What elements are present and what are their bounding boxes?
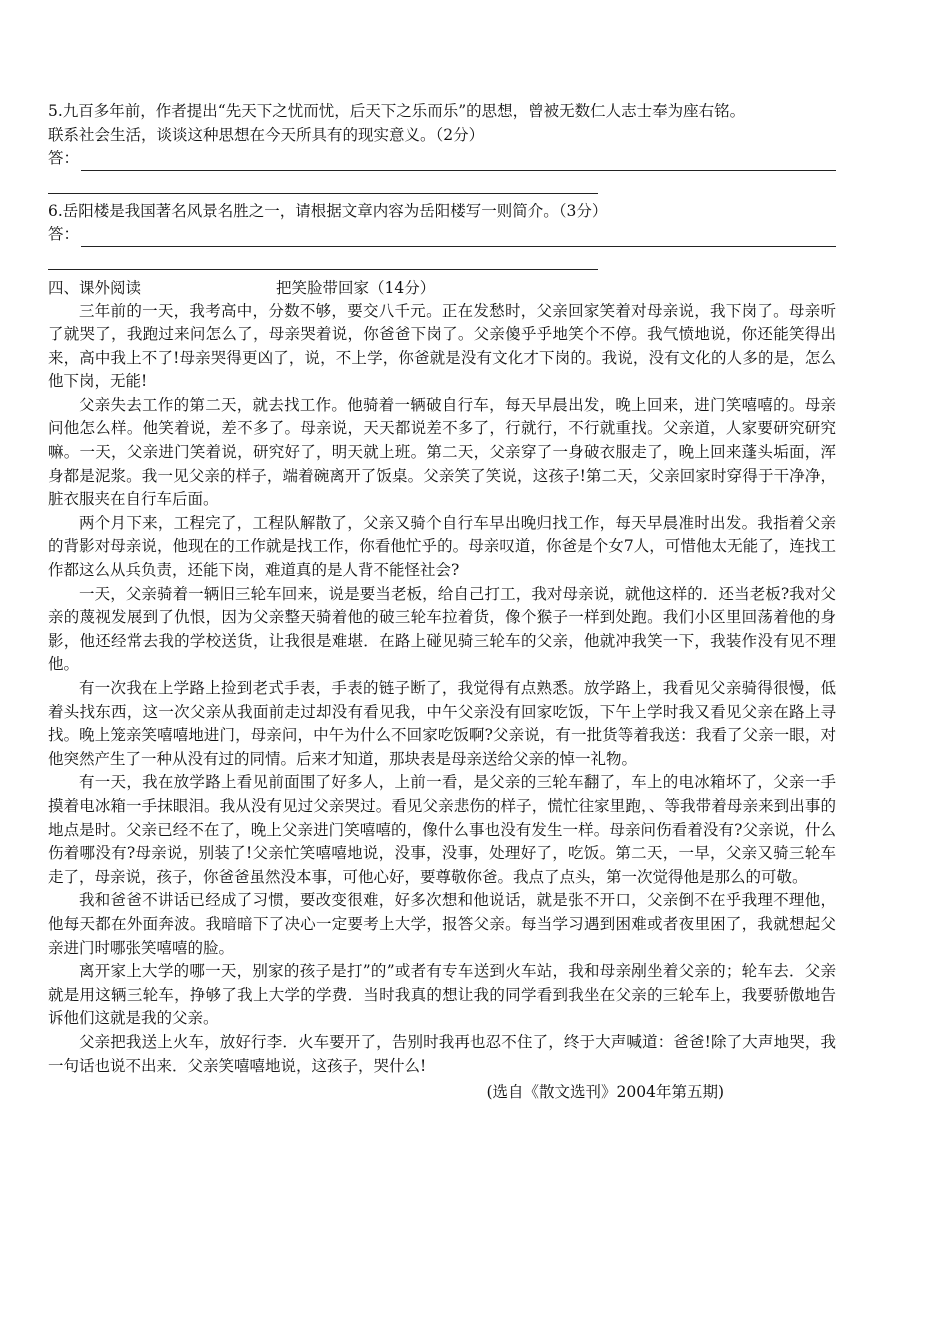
section-4-heading: 四、课外阅读 <box>48 278 142 297</box>
answer-6-line-2[interactable] <box>48 247 598 270</box>
answer-5-label: 答： <box>48 149 80 167</box>
reading-title: 把笑脸带回家（14分） <box>276 278 436 297</box>
section-4-header <box>48 276 836 300</box>
passage-paragraph: 父亲把我送上火车，放好行李．火车要开了，告别时我再也忍不住了，终于大声喊道：爸爸!除了大声地哭，我一句话也说不出来．父亲笑嘻嘻地说，这孩子，哭什么! <box>48 1032 836 1075</box>
passage-paragraph: 三年前的一天，我考高中，分数不够，要交八千元。正在发愁时，父亲回家笑着对母亲说，我下岗了。母亲听了就哭了，我跑过来问怎么了，母亲哭着说，你爸爸下岗了。父亲傻乎乎地笑个不停。我气愤地说，你还能笑得出来，高中我上不了!母亲哭得更凶了，说，不上学，你爸就是没有文化才下岗的。我说，没有文化的人多的是，怎么他下岗，无能! <box>48 301 836 391</box>
passage-paragraph: 有一天，我在放学路上看见前面围了好多人，上前一看，是父亲的三轮车翻了，车上的电冰箱坏了，父亲一手摸着电冰箱一手抹眼泪。我从没有见过父亲哭过。看见父亲悲伤的样子，慌忙往家里跑，、等我带着母亲来到出事的地点是时。父亲已经不在了，晚上父亲进门笑嘻嘻的，像什么事也没有发生一样。母亲问伤看着没有?父亲说，什么伤着哪没有?母亲说，别装了!父亲忙笑嘻嘻地说，没事，没事，处理好了，吃饭。第二天，一早，父亲又骑三轮车走了，母亲说，孩子，你爸爸虽然没本事，可他心好，要尊敬你爸。我点了点头，第一次觉得他是那么的可敬。 <box>48 773 836 886</box>
passage-paragraph: 两个月下来，工程完了，工程队解散了，父亲又骑个自行车早出晚归找工作，每天早晨准时出发。我指着父亲的背影对母亲说，他现在的工作就是找工作，你看他忙乎的。母亲叹道，你爸是个女7人，可惜他太无能了，连找工作都这么从兵负责，还能下岗，难道真的是人背不能怪社会? <box>48 513 836 580</box>
answer-6-label: 答： <box>48 225 80 243</box>
passage-paragraph: 我和爸爸不讲话已经成了习惯，要改变很难，好多次想和他说话，就是张不开口，父亲倒不在乎我理不理他，他每天都在外面奔波。我暗暗下了决心一定要考上大学，报答父亲。每当学习遇到困难或者夜里困了，我就想起父亲进门时哪张笑嘻嘻的脸。 <box>48 891 836 957</box>
answer-6-line[interactable] <box>81 231 836 247</box>
question-6-line-1: 6.岳阳楼是我国著名风景名胜之一，请根据文章内容为岳阳楼写一则简介。（3分） <box>48 201 608 220</box>
answer-6-row <box>48 223 836 247</box>
answer-5-line-2[interactable] <box>48 171 598 194</box>
worksheet-page <box>48 100 836 1104</box>
reading-passage <box>48 300 836 1079</box>
section-4 <box>48 276 836 1105</box>
answer-5-row <box>48 147 836 171</box>
question-5 <box>48 100 836 194</box>
source-citation: (选自《散文选刊》2004年第五期) <box>486 1083 724 1102</box>
passage-paragraph: 父亲失去工作的第二天，就去找工作。他骑着一辆破自行车，每天早晨出发，晚上回来，进门笑嘻嘻的。母亲问他怎么样。他笑着说，差不多了。母亲说，天天都说差不多了，行就行，不行就重找。父亲道，人家要研究研究嘛。一天，父亲进门笑着说，研究好了，明天就上班。第二天，父亲穿了一身破衣服走了，晚上回来蓬头垢面，浑身都是泥浆。我一见父亲的样子，端着碗离开了饭桌。父亲笑了笑说，这孩子!第二天，父亲回家时穿得于干净净，脏衣服夹在自行车后面。 <box>48 395 836 509</box>
question-5-line-2: 联系社会生活，谈谈这种思想在今天所具有的现实意义。（2分） <box>48 125 485 144</box>
question-5-line-1: 5.九百多年前，作者提出“先天下之忧而忧，后天下之乐而乐”的思想，曾被无数仁人志士奉为座右铭。 <box>48 102 746 120</box>
answer-5-line[interactable] <box>81 155 836 171</box>
passage-paragraph: 一天，父亲骑着一辆旧三轮车回来，说是要当老板，给自己打工，我对母亲说，就他这样的．还当老板?我对父亲的蔑视发展到了仇恨，因为父亲整天骑着他的破三轮车拉着货，像个猴子一样到处跑。我们小区里回荡着他的身影，他还经常去我的学校送货，让我很是难堪．在路上碰见骑三轮车的父亲，他就冲我笑一下，我装作没有见不理他。 <box>48 584 836 674</box>
question-6 <box>48 200 836 270</box>
passage-paragraph: 有一次我在上学路上捡到老式手表，手表的链子断了，我觉得有点熟悉。放学路上，我看见父亲骑得很慢，低着头找东西，这一次父亲从我面前走过却没有看见我，中午父亲没有回家吃饭，下午上学时我又看见父亲在路上寻找。晚上笼亲笑嘻嘻地进门，母亲问，中午为什么不回家吃饭啊?父亲说，有一批货等着我送：我看了父亲一眼，对他突然产生了一种从没有过的同情。后来才知道，那块表是母亲送给父亲的悼一礼物。 <box>48 679 836 768</box>
passage-paragraph: 离开家上大学的哪一天，别家的孩子是打”的”或者有专车送到火车站，我和母亲剐坐着父亲的；轮车去．父亲就是用这辆三轮车，挣够了我上大学的学费．当时我真的想让我的同学看到我坐在父亲的三轮车上，我要骄傲地告诉他们这就是我的父亲。 <box>48 962 836 1028</box>
